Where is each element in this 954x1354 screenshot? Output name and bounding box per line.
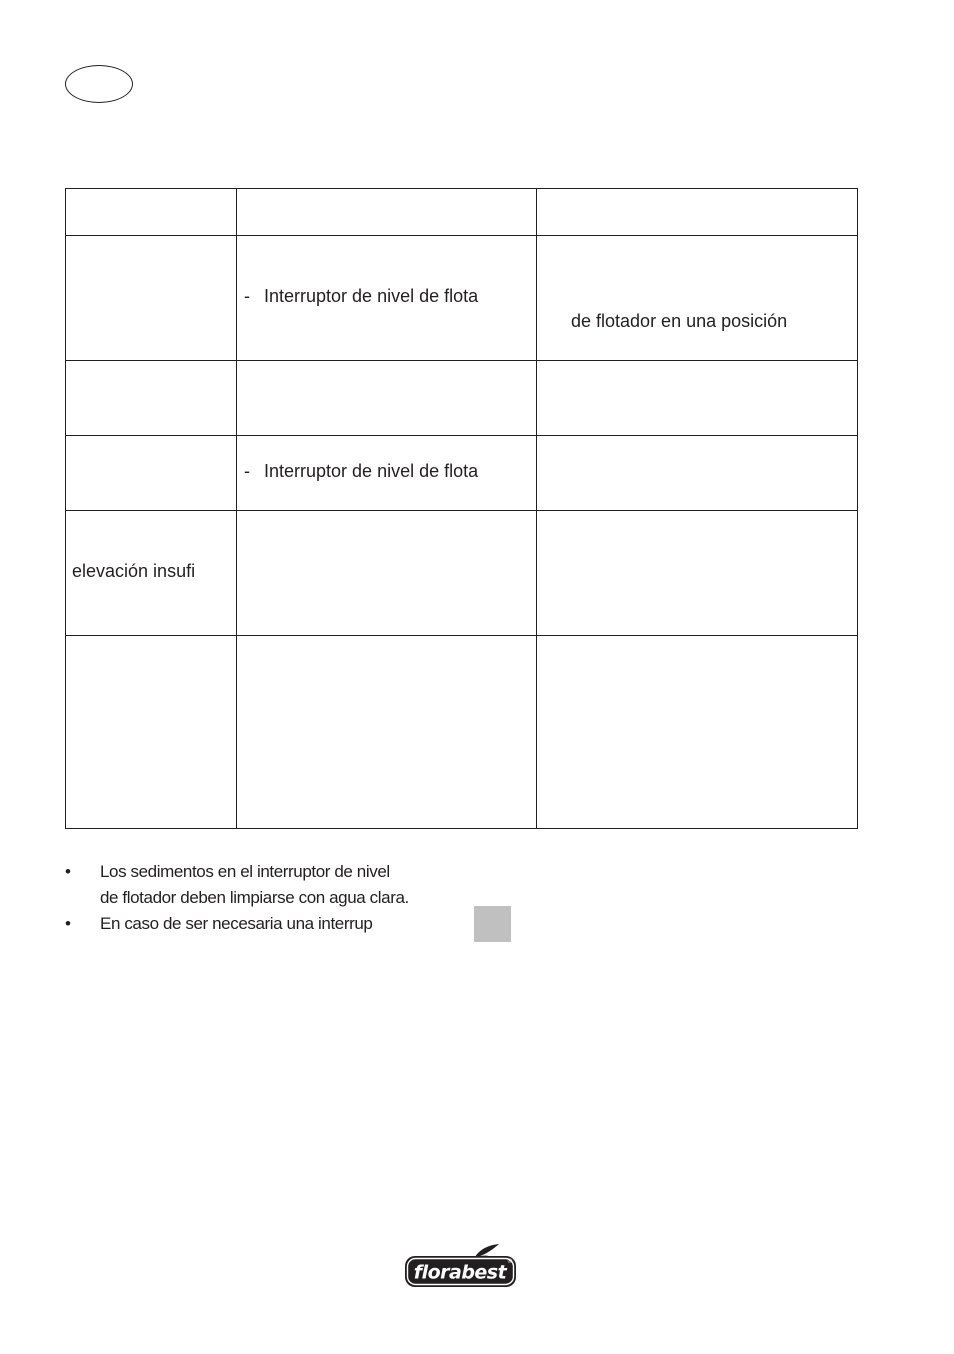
table-cell: [66, 436, 237, 511]
dash-marker: -: [244, 286, 250, 306]
table-row: [66, 511, 858, 636]
table-cell: [237, 361, 537, 436]
table-cell: [66, 636, 237, 829]
table-cell: [237, 511, 537, 636]
florabest-logo: [404, 1244, 518, 1290]
registered-mark: ®: [507, 1258, 513, 1265]
table-row: [66, 361, 858, 436]
note-text: En caso de ser necesaria una interrup: [100, 914, 373, 933]
table-cell: [66, 361, 237, 436]
table-row: [66, 636, 858, 829]
bullet-icon: •: [65, 914, 71, 933]
table-cell: [66, 511, 237, 636]
note-text: Los sedimentos en el interruptor de nivel: [100, 862, 390, 881]
table-cell: [537, 436, 858, 511]
table-cell: [537, 236, 858, 361]
bullet-icon: •: [65, 862, 71, 881]
brand-name: florabest: [413, 1261, 507, 1284]
remedy-text: de flotador en una posición: [571, 311, 788, 331]
cause-text: Interruptor de nivel de flota: [264, 461, 479, 481]
table-cell: [237, 236, 537, 361]
table-row: [66, 236, 858, 361]
table-cell: [537, 511, 858, 636]
dash-marker: -: [244, 461, 250, 481]
problem-text: elevación insufi: [72, 561, 196, 581]
gray-placeholder-box: [474, 906, 511, 942]
table-header-row: [66, 189, 858, 236]
table-row: [66, 436, 858, 511]
table-cell: [537, 361, 858, 436]
language-badge: [65, 65, 133, 103]
table-cell: [537, 189, 858, 236]
troubleshooting-table: [65, 188, 858, 829]
table-cell: [237, 189, 537, 236]
table-cell: [66, 236, 237, 361]
note-text: de flotador deben limpiarse con agua clara.: [100, 888, 409, 907]
table-cell: [237, 636, 537, 829]
table-cell: [537, 636, 858, 829]
cause-text: Interruptor de nivel de flota: [264, 286, 479, 306]
table-cell: [66, 189, 237, 236]
table-cell: [237, 436, 537, 511]
